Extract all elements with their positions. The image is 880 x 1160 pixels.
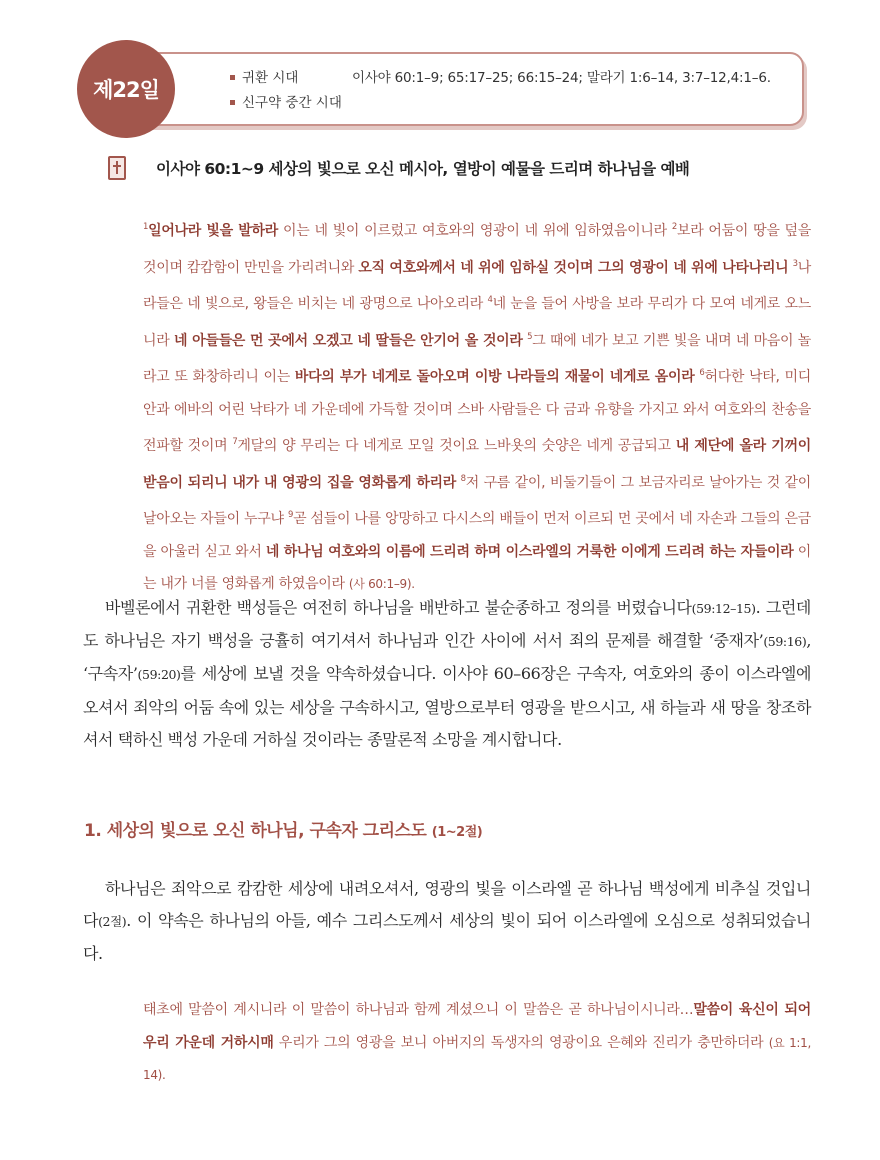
scripture-reference: (사 60:1–9). (348, 577, 415, 591)
scripture-text: 허다한 낙타, 미디안과 에바의 어린 낙타가 네 가운데에 가득할 것이며 스바 사람들은 다 금과 유향을 가지고 와서 여호와의 찬송을 전파할 것이며 (143, 369, 811, 454)
verse-range: (1~2절) (431, 825, 483, 840)
paragraph-text: 바벨론에서 귀환한 백성들은 여전히 하나님을 배반하고 불순종하고 정의를 버렸습니다 (105, 598, 692, 617)
body-paragraph (83, 873, 811, 971)
scripture-text: 나라들은 네 빛으로, 왕들은 비치는 네 광명으로 나아오리라 (143, 259, 811, 312)
topic-item (230, 66, 298, 86)
verse-reference: (59:12–15) (691, 601, 756, 616)
scripture-text: 저 구름 같이, 비둘기들이 그 보금자리로 날아가는 것 같이 날아오는 자들이 누구냐 (143, 474, 811, 527)
paragraph-text: . 그런데도 하나님은 자기 백성을 긍휼히 여기셔서 하나님과 인간 사이에 서서 죄의 문제를 해결할 ‘중재자’ (83, 598, 811, 651)
verse-number: 3 (792, 258, 798, 269)
emphasis-text: 말씀이 육신이 되어 우리 가운데 거하시매 (143, 1002, 811, 1051)
verse-number: 2 (671, 222, 677, 232)
verse-number: 1 (143, 222, 149, 232)
paragraph-text: 를 세상에 보낼 것을 약속하셨습니다. 이사야 60–66장은 구속자, 여호와의 종이 이스라엘에 오셔서 죄악의 어둠 속에 있는 세상을 구속하시고, 열방으로부터 영광을 받으시고, 새 하늘과 새 땅을 창조하셔서 택하신 백성 가운데 거하실 것이라는 종말론적 소망을 계시합니다. (83, 664, 811, 749)
verse-number: 4 (487, 295, 493, 305)
scripture-text: 네 눈을 들어 사방을 보라 무리가 다 모여 네게로 오느니라 (143, 296, 811, 349)
scripture-text: 이는 내가 너를 영화롭게 하였음이라 (143, 543, 811, 592)
body-paragraph (83, 592, 811, 756)
emphasis-text: 바다의 부가 네게로 돌아오며 이방 나라들의 재물이 네게로 옴이라 (294, 369, 695, 385)
verse-number: 8 (460, 473, 466, 484)
emphasis-text: 내 제단에 올라 기꺼이 받음이 되리니 내가 내 영광의 집을 영화롭게 하리라 (143, 438, 811, 491)
topic-item (230, 91, 342, 111)
emphasis-text: 네 아들들은 먼 곳에서 오겠고 네 딸들은 안기어 올 것이라 (173, 332, 523, 349)
bible-book-icon (108, 156, 126, 180)
scripture-text: 게달의 양 무리는 다 네게로 모일 것이요 느바욧의 숫양은 네게 공급되고 (237, 438, 676, 454)
scripture-quote (143, 994, 811, 1092)
verse-reference: (2절) (98, 914, 127, 930)
section-title-row (108, 156, 689, 180)
verse-number: 5 (527, 331, 533, 342)
section-title: 이사야 60:1~9 세상의 빛으로 오신 메시아, 열방이 예물을 드리며 하나님을 예배 (156, 160, 690, 178)
scripture-reference: (요 1:1, 14). (143, 1035, 811, 1082)
verse-number: 6 (699, 368, 705, 378)
scripture-text: 태초에 말씀이 계시니라 이 말씀이 하나님과 함께 계셨으니 이 말씀은 곧 하나님이시니라… (143, 1002, 694, 1018)
scripture-quote (143, 211, 811, 601)
paragraph-text: , ‘구속자’ (83, 631, 811, 684)
day-badge: 제22일 (77, 40, 175, 138)
reading-references: 이사야 60:1–9; 65:17–25; 66:15–24; 말라기 1:6–14, 3:7–12,4:1–6. (352, 70, 771, 86)
verse-reference: (59:16) (763, 634, 807, 650)
scripture-text: 그 때에 네가 보고 기쁜 빛을 내며 네 마음이 놀라고 또 화창하리니 이는 (143, 332, 811, 385)
paragraph-text: 하나님은 죄악으로 캄캄한 세상에 내려오셔서, 영광의 빛을 이스라엘 곧 하나님 백성에게 비추실 것입니다 (83, 879, 811, 931)
bullet-square-icon (230, 100, 235, 105)
emphasis-text: 네 하나님 여호와의 이름에 드리려 하며 이스라엘의 거룩한 이에게 드리려 하는 자들이라 (265, 543, 794, 560)
scripture-text: 보라 어둠이 땅을 덮을 것이며 캄캄함이 만민을 가리려니와 (143, 223, 811, 276)
paragraph-text: . 이 약속은 하나님의 아들, 예수 그리스도께서 세상의 빛이 되어 이스라엘에 오심으로 성취되었습니다. (83, 911, 811, 964)
scripture-text: 이는 네 빛이 이르렀고 여호와의 영광이 네 위에 임하였음이니라 (277, 223, 672, 239)
bullet-square-icon (230, 75, 235, 80)
subsection-heading (84, 816, 482, 841)
emphasis-text: 일어나라 빛을 발하라 (148, 223, 278, 239)
emphasis-text: 오직 여호와께서 네 위에 임하실 것이며 그의 영광이 네 위에 나타나리니 (358, 259, 789, 276)
scripture-text: 곧 섬들이 나를 앙망하고 다시스의 배들이 먼저 이르되 먼 곳에서 네 자손과 그들의 은금을 아울러 싣고 와서 (143, 511, 811, 560)
topic-label: 신구약 중간 시대 (242, 95, 342, 111)
topic-label: 귀환 시대 (242, 70, 299, 86)
verse-reference: (59:20) (137, 667, 181, 683)
heading-text: 1. 세상의 빛으로 오신 하나님, 구속자 그리스도 (84, 821, 432, 841)
verse-number: 7 (232, 437, 238, 447)
header-box (150, 52, 804, 126)
scripture-text: 우리가 그의 영광을 보니 아버지의 독생자의 영광이요 은혜와 진리가 충만하더라 (273, 1034, 769, 1051)
verse-number: 9 (287, 510, 294, 520)
